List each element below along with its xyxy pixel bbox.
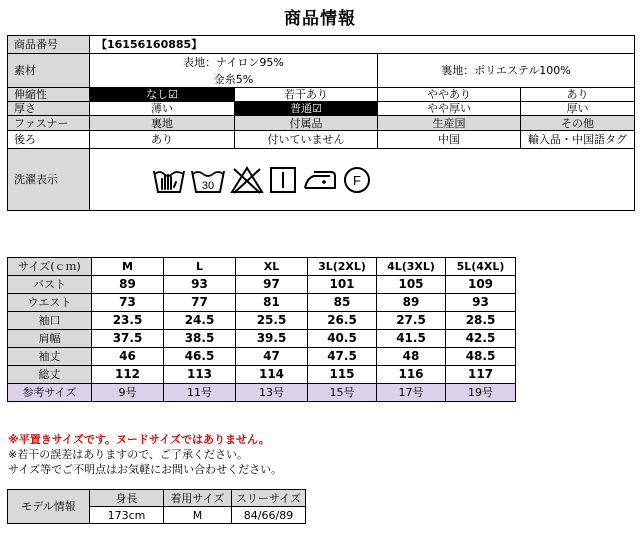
lining-col-label: 裏地	[90, 116, 235, 131]
model-three-size-value: 84/66/89	[232, 507, 306, 524]
table-cell: 89	[377, 294, 446, 312]
table-cell: 101	[308, 276, 377, 294]
care-label: 洗濯表示	[8, 149, 90, 211]
model-three-size-label: スリーサイズ	[232, 490, 306, 507]
size-col-5l: 5L(4XL)	[446, 258, 516, 276]
row-label-length: 総丈	[8, 366, 92, 384]
product-no-value: 【16156160885】	[90, 36, 635, 54]
wash-30-icon	[190, 165, 226, 195]
fastener-value: 後ろ	[8, 131, 90, 149]
table-cell: 115	[308, 366, 377, 384]
reference-size-row	[8, 384, 516, 402]
table-cell: 85	[308, 294, 377, 312]
table-cell: 9号	[92, 384, 164, 402]
stretch-label: 伸縮性	[8, 88, 90, 102]
other-label: その他	[521, 116, 635, 131]
outer-material-line2: 金糸5%	[213, 72, 254, 86]
table-row	[8, 348, 516, 366]
table-cell: 48	[377, 348, 446, 366]
model-info-table	[7, 489, 306, 524]
table-cell: 114	[236, 366, 308, 384]
row-label-cuff: 袖口	[8, 312, 92, 330]
thickness-label: 厚さ	[8, 102, 90, 116]
fastener-label: ファスナー	[8, 116, 90, 131]
model-info-label: モデル情報	[8, 490, 90, 524]
table-cell: 105	[377, 276, 446, 294]
outer-material-line1: 表地：ナイロン95%	[183, 55, 284, 69]
table-cell: 42.5	[446, 330, 516, 348]
contact-note: サイズ等でご不明点はお気軽にお問い合わせください。	[8, 463, 283, 476]
table-cell: 37.5	[92, 330, 164, 348]
thickness-option-thick: 厚い	[521, 102, 635, 116]
table-cell: 24.5	[164, 312, 236, 330]
thickness-option-thin: 薄い	[90, 102, 235, 116]
table-cell: 47	[236, 348, 308, 366]
tolerance-note: ※若干の誤差はありますので、ご了承ください。	[8, 448, 248, 461]
table-cell: 39.5	[236, 330, 308, 348]
care-symbols	[90, 149, 635, 211]
table-cell: 81	[236, 294, 308, 312]
flat-measure-note: ※平置きサイズです。ヌードサイズではありません。	[8, 433, 270, 446]
size-notes	[8, 432, 282, 477]
model-size-value: M	[164, 507, 232, 524]
table-cell: 89	[92, 276, 164, 294]
table-cell: 40.5	[308, 330, 377, 348]
accessory-label: 付属品	[235, 116, 378, 131]
size-col-m: M	[92, 258, 164, 276]
table-cell: 13号	[236, 384, 308, 402]
no-bleach-icon	[230, 165, 264, 195]
stretch-option-yes: あり	[521, 88, 635, 102]
table-row	[8, 330, 516, 348]
table-row	[8, 312, 516, 330]
size-table	[7, 257, 516, 402]
outer-material	[90, 54, 378, 88]
table-row	[8, 276, 516, 294]
size-col-l: L	[164, 258, 236, 276]
table-cell: 47.5	[308, 348, 377, 366]
table-cell: 15号	[308, 384, 377, 402]
table-cell: 28.5	[446, 312, 516, 330]
accessory-value: 付いていません	[235, 131, 378, 149]
product-info-table	[7, 35, 635, 211]
table-cell: 23.5	[92, 312, 164, 330]
origin-value: 中国	[378, 131, 521, 149]
table-cell: 19号	[446, 384, 516, 402]
table-cell: 11号	[164, 384, 236, 402]
stretch-option-none: なし☑	[90, 88, 235, 102]
table-cell: 93	[164, 276, 236, 294]
row-label-sleeve: 袖丈	[8, 348, 92, 366]
lining-value: あり	[90, 131, 235, 149]
table-cell: 25.5	[236, 312, 308, 330]
model-height-label: 身長	[90, 490, 164, 507]
table-cell: 27.5	[377, 312, 446, 330]
model-height-value: 173cm	[90, 507, 164, 524]
stretch-option-slight: 若干あり	[235, 88, 378, 102]
ref-size-label: 参考サイズ	[8, 384, 92, 402]
table-row	[8, 366, 516, 384]
product-no-label: 商品番号	[8, 36, 90, 54]
iron-low-icon	[302, 165, 338, 195]
size-col-4l: 4L(3XL)	[377, 258, 446, 276]
size-header-label: サイズ(ｃｍ)	[8, 258, 92, 276]
table-cell: 46	[92, 348, 164, 366]
material-label: 素材	[8, 54, 90, 88]
table-cell: 46.5	[164, 348, 236, 366]
thickness-option-slightly-thick: やや厚い	[378, 102, 521, 116]
table-cell: 73	[92, 294, 164, 312]
table-cell: 109	[446, 276, 516, 294]
svg-text:30: 30	[201, 179, 215, 192]
dry-clean-f-icon	[342, 165, 372, 195]
thickness-option-normal: 普通☑	[235, 102, 378, 116]
row-label-bust: バスト	[8, 276, 92, 294]
svg-text:F: F	[353, 172, 361, 188]
table-cell: 77	[164, 294, 236, 312]
row-label-waist: ウエスト	[8, 294, 92, 312]
size-col-3l: 3L(2XL)	[308, 258, 377, 276]
table-row	[8, 294, 516, 312]
hand-wash-icon	[152, 165, 186, 195]
table-cell: 117	[446, 366, 516, 384]
size-col-xl: XL	[236, 258, 308, 276]
table-cell: 48.5	[446, 348, 516, 366]
hang-dry-icon	[268, 165, 298, 195]
table-cell: 116	[377, 366, 446, 384]
table-cell: 113	[164, 366, 236, 384]
page-title: 商品情報	[284, 9, 356, 29]
origin-label: 生産国	[378, 116, 521, 131]
table-cell: 97	[236, 276, 308, 294]
table-cell: 41.5	[377, 330, 446, 348]
table-cell: 38.5	[164, 330, 236, 348]
table-cell: 112	[92, 366, 164, 384]
stretch-option-some: ややあり	[378, 88, 521, 102]
lining-material: 裏地：ポリエステル100%	[378, 54, 635, 88]
table-cell: 17号	[377, 384, 446, 402]
model-size-label: 着用サイズ	[164, 490, 232, 507]
other-value: 輸入品・中国語タグ	[521, 131, 635, 149]
table-cell: 93	[446, 294, 516, 312]
row-label-shoulder: 肩幅	[8, 330, 92, 348]
table-cell: 26.5	[308, 312, 377, 330]
